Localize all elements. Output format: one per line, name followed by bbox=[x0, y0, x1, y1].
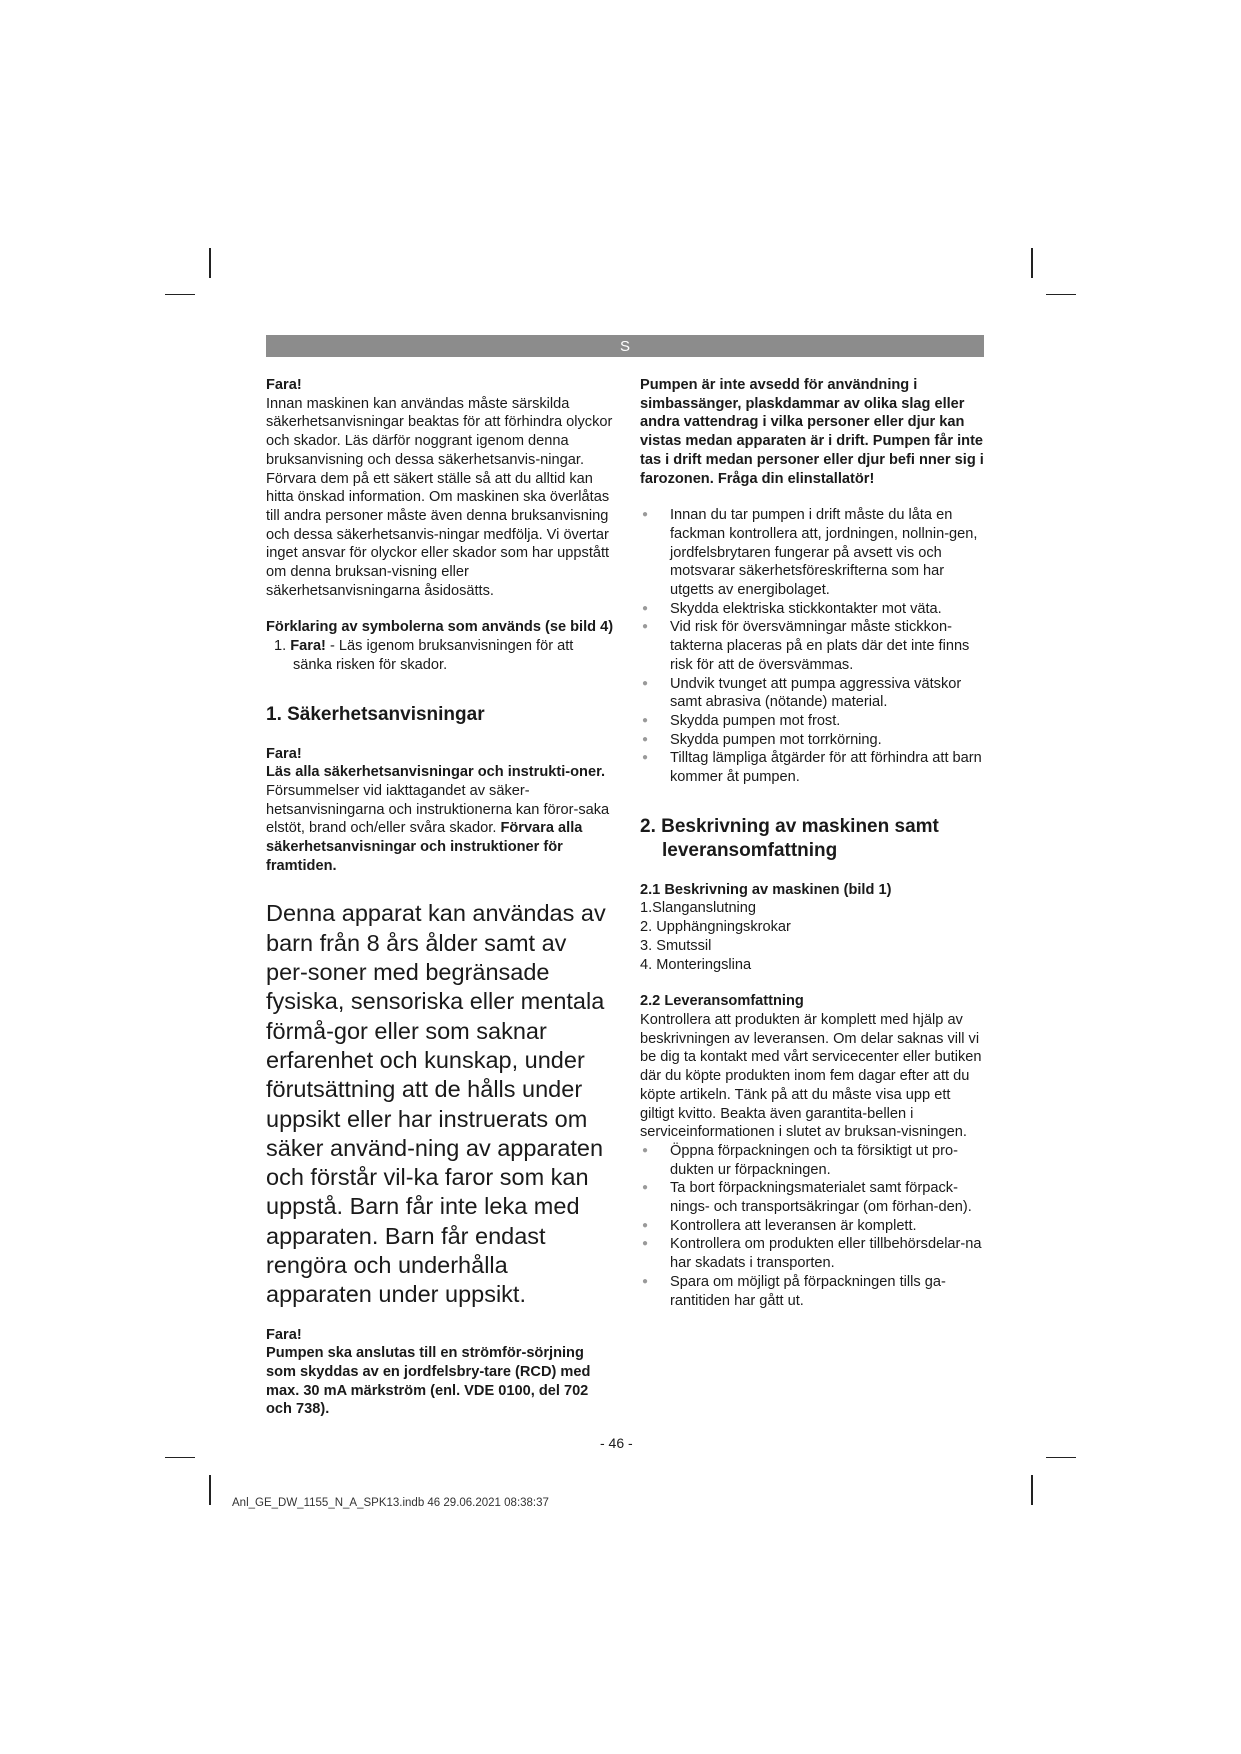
language-header-bar bbox=[266, 335, 984, 357]
list-item: ● Kontrollera om produkten eller tillbehörsdelar-na har skadats i transporten. bbox=[640, 1235, 988, 1272]
list-item: ● Skydda elektriska stickkontakter mot väta. bbox=[640, 600, 988, 619]
bold-text: Läs alla säkerhetsanvisningar och instrukti-oner. bbox=[266, 764, 606, 781]
danger-title: Fara! bbox=[266, 1326, 302, 1343]
print-footer: Anl_GE_DW_1155_N_A_SPK13.indb 46 29.06.2021 08:38:37 bbox=[232, 1497, 549, 1509]
list-item: ● Undvik tvunget att pumpa aggressiva vätskor samt abrasiva (nötande) material. bbox=[640, 675, 988, 712]
symbols-list bbox=[266, 637, 614, 674]
pool-warning: Pumpen är inte avsedd för användning i simbassänger, plaskdammar av olika slag eller andra vattendrag i vilka personer eller djur kan vistas medan apparaten är i drift. Pumpen får inte tas i drift medan personer eller djur befi nner sig i farozonen. Fråga din elinstallatör! bbox=[640, 377, 984, 487]
intro-paragraph: Innan maskinen kan användas måste särskilda säkerhetsanvisningar beaktas för att förhindra olyckor och skador. Läs därför noggrant igenom denna bruksanvisning och dessa säkerhetsanvis-ningar. Förvara dem på ett säkert ställe så att du alltid kan hitta önskad information. Om maskinen ska överlåtas till andra personer måste även denna bruksanvisning och dessa säkerhetsanvis-ningar medfölja. Vi övertar inget ansvar för olyckor eller skador som har uppstått om denna bruksan-visning eller säkerhetsanvisningarna åsidosätts. bbox=[266, 395, 613, 599]
parts-list bbox=[640, 899, 988, 974]
subsection-title: 2.1 Beskrivning av maskinen (bild 1) bbox=[640, 881, 892, 898]
left-column bbox=[266, 376, 614, 1419]
crop-mark bbox=[1046, 294, 1076, 295]
section-heading: 1. Säkerhetsanvisningar bbox=[266, 703, 485, 725]
crop-mark bbox=[209, 248, 211, 278]
right-column bbox=[640, 376, 988, 1310]
list-item: ● Öppna förpackningen och ta försiktigt ut pro-dukten ur förpackningen. bbox=[640, 1142, 988, 1179]
crop-mark bbox=[165, 1457, 195, 1458]
language-code: S bbox=[619, 337, 630, 355]
item-number: 1. bbox=[274, 638, 287, 655]
crop-mark bbox=[209, 1475, 211, 1505]
list-item: ● Vid risk för översvämningar måste stickkon-takterna placeras på en plats där det inte finns risk för att de översvämmas. bbox=[640, 618, 988, 674]
safety-paragraph bbox=[266, 763, 614, 875]
item-text: - Läs igenom bruksanvisningen för att sänka risken för skador. bbox=[293, 638, 574, 673]
list-item: 2. Upphängningskrokar bbox=[640, 919, 791, 936]
delivery-paragraph: Kontrollera att produkten är komplett med hjälp av beskrivningen av leveransen. Om delar saknas vill vi be dig ta kontakt med vårt servicecenter eller butiken där du köpte produkten inom fem dagar efter att du köpte artikeln. Tänk på att du måste visa upp ett giltigt kvitto. Beakta även garantita-bellen i serviceinformationen i slutet av bruksan-visningen. bbox=[640, 1011, 982, 1141]
section-heading: 2. Beskrivning av maskinen samt leveransomfattning bbox=[640, 815, 939, 861]
crop-mark bbox=[1031, 1475, 1033, 1505]
page-number: - 46 - bbox=[600, 1435, 633, 1451]
list-item: 4. Monteringslina bbox=[640, 956, 752, 973]
list-item bbox=[266, 637, 614, 674]
crop-mark bbox=[1046, 1457, 1076, 1458]
danger-title: Fara! bbox=[266, 377, 302, 393]
children-warning: Denna apparat kan användas av barn från 8 års ålder samt av per-soner med begränsade fysiska, sensoriska eller mentala förmå-gor eller som saknar erfarenhet och kunskap, under förutsättning att de hålls under uppsikt eller har instruerats om säker använd-ning av apparaten och förstår vil-ka faror som kan uppstå. Barn får inte leka med apparaten. Barn får endast rengöra och underhålla apparaten under uppsikt. bbox=[266, 900, 606, 1308]
delivery-bullet-list bbox=[640, 1142, 988, 1310]
list-item: 1.Slanganslutning bbox=[640, 900, 757, 917]
crop-mark bbox=[165, 294, 195, 295]
list-item: ● Skydda pumpen mot frost. bbox=[640, 712, 988, 731]
symbols-title: Förklaring av symbolerna som används (se bild 4) bbox=[266, 619, 614, 636]
danger-title: Fara! bbox=[266, 745, 302, 762]
list-item: ● Skydda pumpen mot torrkörning. bbox=[640, 731, 988, 750]
bold-text: Förvara alla säkerhetsanvisningar och instruktioner för framtiden. bbox=[266, 820, 583, 874]
list-item: ● Spara om möjligt på förpackningen tills ga-rantitiden har gått ut. bbox=[640, 1273, 988, 1310]
safety-bullet-list bbox=[640, 506, 988, 787]
subsection-title: 2.2 Leveransomfattning bbox=[640, 993, 804, 1010]
list-item: ● Tilltag lämpliga åtgärder för att förhindra att barn kommer åt pumpen. bbox=[640, 749, 988, 786]
plain-text: Försummelser vid iakttagandet av säker-hetsanvisningarna och instruktionerna kan föror-saka elstöt, brand och/eller svåra skador. bbox=[266, 782, 610, 837]
crop-mark bbox=[1031, 248, 1033, 278]
item-bold: Fara! bbox=[290, 638, 326, 655]
list-item: ● Innan du tar pumpen i drift måste du låta en fackman kontrollera att, jordningen, nollnin-gen, jordfelsbrytaren fungerar på avsett vis och motsvarar säkerhetsföreskrifterna som har utgetts av energibolaget. bbox=[640, 506, 988, 600]
list-item: 3. Smutssil bbox=[640, 937, 712, 954]
rcd-warning: Pumpen ska anslutas till en strömför-sörjning som skyddas av en jordfelsbry-tare (RCD) med max. 30 mA märkström (enl. VDE 0100, del 702 och 738). bbox=[266, 1345, 591, 1418]
list-item: ● Ta bort förpackningsmaterialet samt förpack-nings- och transportsäkringar (om förhan-den). bbox=[640, 1179, 988, 1216]
list-item: ● Kontrollera att leveransen är komplett. bbox=[640, 1217, 988, 1236]
